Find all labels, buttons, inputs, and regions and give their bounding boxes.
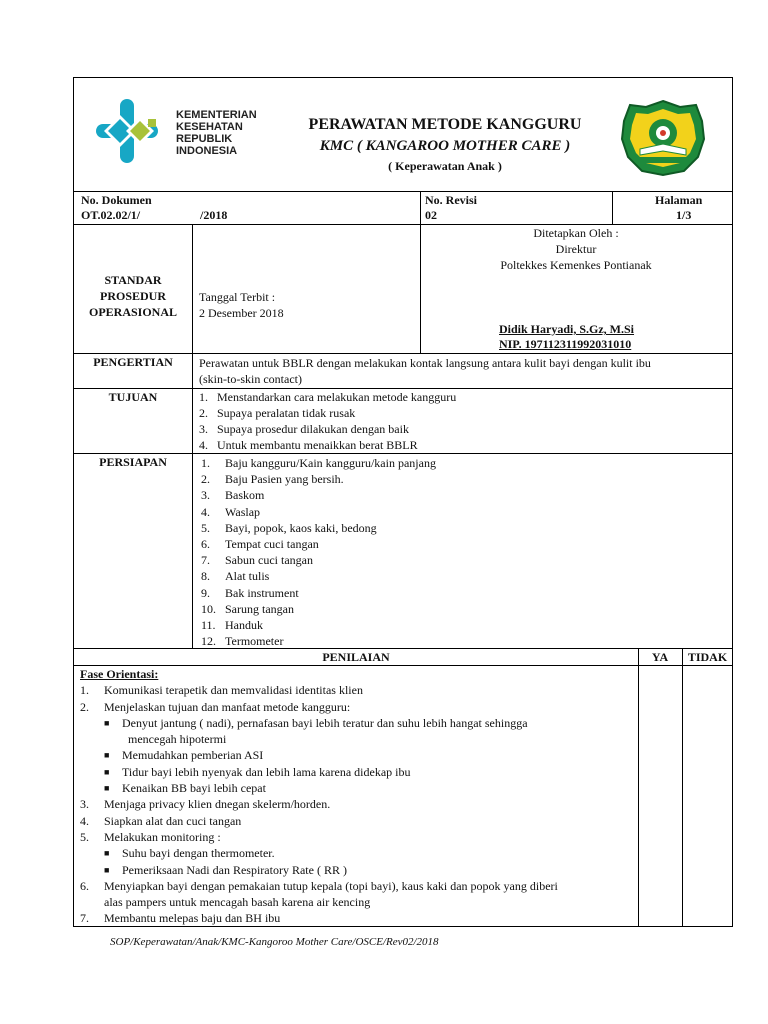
persiapan-label: PERSIAPAN [99,455,167,469]
rule-v-tidak [682,648,683,927]
tujuan-label: TUJUAN [108,390,158,404]
ministry-logo-icon [96,97,160,165]
direktur-title: Direktur [555,242,597,256]
list-item: 3. Baskom [201,488,265,503]
document-subtitle: KMC ( KANGAROO MOTHER CARE ) [319,138,571,154]
fase-orientasi-heading: Fase Orientasi: [80,667,159,681]
list-item: 1. Baju kangguru/Kain kangguru/kain panjang [201,456,436,470]
rule-docinfo-top [73,191,733,192]
ministry-logo-text: KEMENTERIAN KESEHATAN REPUBLIK INDONESIA [176,109,257,157]
step-item: 5. Melakukan monitoring : [80,829,221,844]
list-item: 2. Supaya peralatan tidak rusak [199,406,356,420]
bullet-item: ■ Denyut jantung ( nadi), pernafasan bayi lebih teratur dan suhu lebih hangat sehingga [104,715,528,730]
tidak-header: TIDAK [687,650,728,664]
step-item: 3. Menjaga privacy klien dnegan skelerm/horden. [80,797,331,812]
bullet-icon: ■ [104,848,110,859]
document-title: PERAWATAN METODE KANGGURU [308,116,582,133]
list-item: 7. Sabun cuci tangan [201,553,313,568]
list-item: 1. Menstandarkan cara melakukan metode kangguru [199,390,457,404]
pengertian-text-line1: Perawatan untuk BBLR dengan melakukan kontak langsung antara kulit bayi dengan kulit ibu [199,356,651,370]
no-dokumen-value: OT.02.02/1/ [81,208,141,222]
bullet-icon: ■ [104,864,110,875]
list-item: 4. Waslap [201,504,261,519]
list-item: 8. Alat tulis [201,569,270,584]
rule-v-halaman [612,191,613,224]
halaman-label: Halaman [655,193,703,207]
list-item: 12. Termometer [201,634,284,649]
step-item: 2. Menjelaskan tujuan dan manfaat metode kangguru: [80,699,351,714]
step-item: 6. Menyiapkan bayi dengan pemakaian tutup kepala (topi bayi), kaus kaki dan popok yang diberi [80,878,558,893]
list-item: 3. Supaya prosedur dilakukan dengan baik [199,422,409,436]
tujuan-list [199,389,456,453]
bullet-icon: ■ [104,766,110,777]
step-item: 1. Komunikasi terapetik dan memvalidasi identitas klien [80,683,363,698]
penilaian-header: PENILAIAN [322,650,390,664]
signer-name: Didik Haryadi, S.Gz, M.Si [499,322,635,336]
institution-seal-icon [620,99,706,177]
tanggal-terbit-label: Tanggal Terbit : [199,290,276,304]
bullet-item-continuation: mencegah hipotermi [128,732,227,747]
bullet-item: ■ Pemeriksaan Nadi dan Respiratory Rate ( RR ) [104,862,347,877]
pengertian-text-line2: (skin-to-skin contact) [199,372,302,386]
bullet-item: ■ Tidur bayi lebih nyenyak dan lebih lama karena didekap ibu [104,764,411,779]
sop-label: STANDAR PROSEDUR OPERASIONAL [88,273,177,319]
list-item: 4. Untuk membantu menaikkan berat BBLR [199,438,418,452]
list-item: 10. Sarung tangan [201,601,294,616]
bullet-icon: ■ [104,717,110,728]
list-item: 9. Bak instrument [201,585,299,600]
list-item: 5. Bayi, popok, kaos kaki, bedong [201,520,377,535]
no-dokumen-label: No. Dokumen [81,193,152,207]
bullet-item: ■ Suhu bayi dengan thermometer. [104,846,275,861]
penilaian-steps [80,666,632,927]
rule-v-label-col [192,224,193,648]
document-footer: SOP/Keperawatan/Anak/KMC-Kangoroo Mother Care/OSCE/Rev02/2018 [110,936,439,948]
list-item: 6. Tempat cuci tangan [201,537,319,552]
step-item-continuation: alas pampers untuk mencagah basah karena air kencing [104,895,371,910]
bullet-icon: ■ [104,783,110,794]
halaman-value: 1/3 [676,208,692,222]
document-subtitle-2: ( Keperawatan Anak ) [388,159,502,173]
persiapan-list [201,455,436,649]
step-item: 7. Membantu melepas baju dan BH ibu [80,911,281,926]
tanggal-terbit-value: 2 Desember 2018 [199,306,284,320]
pengertian-label: PENGERTIAN [93,355,173,369]
no-revisi-value: 02 [425,208,437,222]
step-item: 4. Siapkan alat dan cuci tangan [80,813,242,828]
institution-name: Poltekkes Kemenkes Pontianak [500,258,652,272]
rule-v-ya [638,648,639,927]
ya-header: YA [651,650,669,664]
list-item: 2. Baju Pasien yang bersih. [201,472,344,487]
ditetapkan-oleh: Ditetapkan Oleh : [533,226,619,240]
bullet-item: ■ Kenaikan BB bayi lebih cepat [104,781,266,796]
list-item: 11. Handuk [201,618,263,633]
no-dokumen-year: /2018 [200,208,228,222]
bullet-icon: ■ [104,750,110,761]
bullet-item: ■ Memudahkan pemberian ASI [104,748,264,763]
no-revisi-label: No. Revisi [425,193,477,207]
signer-nip: NIP. 197112311992031010 [499,337,632,351]
